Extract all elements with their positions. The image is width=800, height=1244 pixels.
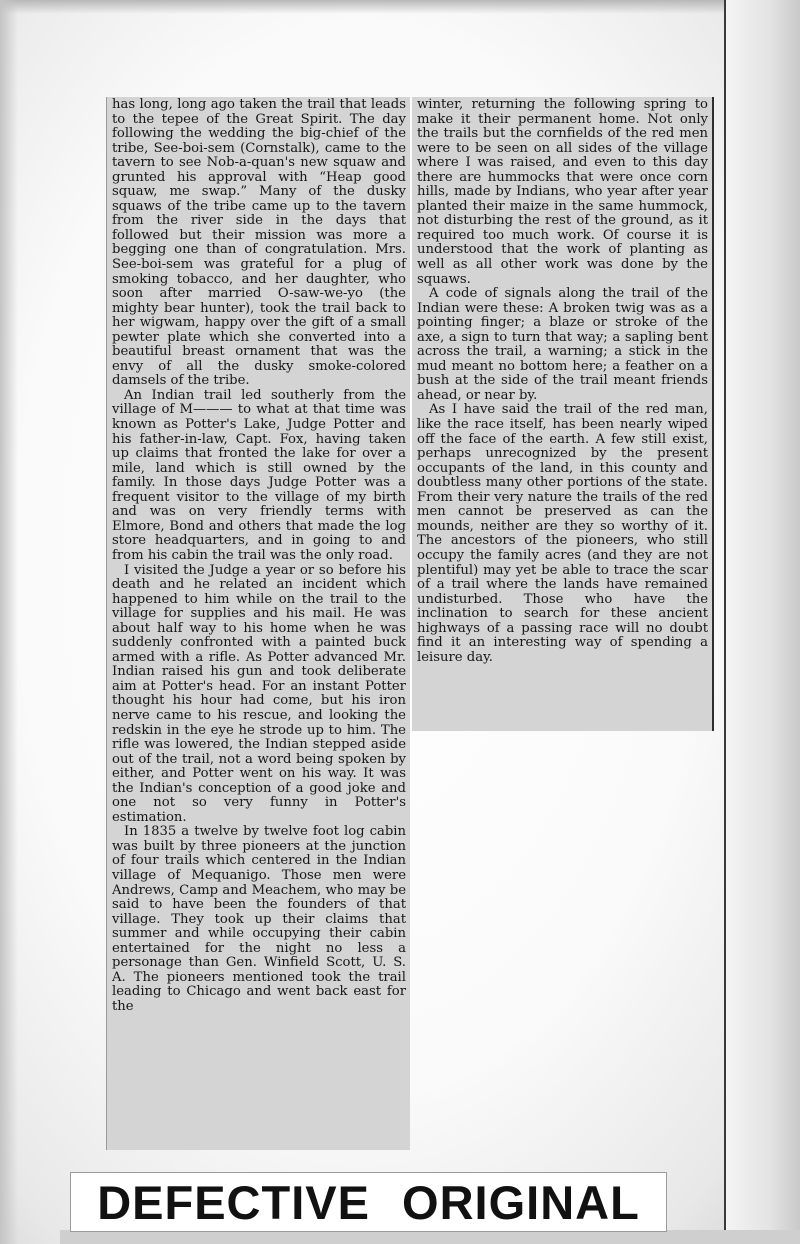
stamp-shadow (60, 1230, 800, 1244)
page-edge-rule (724, 0, 726, 1244)
stamp-label: DEFECTIVE ORIGINAL (97, 1175, 640, 1229)
defective-original-stamp (70, 1172, 667, 1232)
paragraph: A code of signals along the trail of the Indian were these: A broken twig was as a pointing finger; a blaze or stroke of the axe, a sign to turn that way; a sapling bent across the trail, a warning; a stick in the mud meant no bottom here; a feather on a bush at the side of the trail meant friends ahead, or near by. (417, 286, 708, 403)
paragraph: has long, long ago taken the trail that leads to the tepee of the Great Spirit. The day following the wedding the big-chief of the tribe, See-boi-sem (Cornstalk), came to the tavern to see Nob-a-quan's new squaw and grunted his approval with “Heap good squaw, me swap.” Many of the dusky squaws of the tribe came up to the tavern from the river side in the days that followed but their mission was more a begging one than of congratulation. Mrs. See-boi-sem was grateful for a plug of smoking tobacco, and her daughter, who soon after married O-saw-we-yo (the mighty bear hunter), took the trail back to her wigwam, happy over the gift of a small pewter plate which she converted into a beautiful breast ornament that was the envy of all the dusky smoke-colored damsels of the tribe. (112, 97, 406, 389)
paragraph: An Indian trail led southerly from the village of M——— to what at that time was known as Potter's Lake, Judge Potter and his father-in-law, Capt. Fox, having taken up claims that fronted the lake for over a mile, land which is still owned by the family. In those days Judge Potter was a frequent visitor to the village of my birth and was on very friendly terms with Elmore, Bond and others that made the log store headquarters, and in going to and from his cabin the trail was the only road. (112, 387, 406, 563)
scan-edge-shadow-left (0, 0, 18, 1244)
article-column-right (412, 97, 714, 731)
paragraph: winter, returning the following spring to make it their permanent home. Not only the trails but the cornfields of the red men were to be seen on all sides of the village where I was raised, and even to this day there are hummocks that were once corn hills, made by Indians, who year after year planted their maize in the same hummock, not disturbing the rest of the ground, as it required too much work. Of course it is understood that the work of planting as well as all other work was done by the squaws. (417, 97, 708, 287)
paragraph: I visited the Judge a year or so before his death and he related an incident which happened to him while on the trail to the village for supplies and his mail. He was about half way to his home when he was suddenly confronted with a painted buck armed with a rifle. As Potter advanced Mr. Indian raised his gun and took deliberate aim at Potter's head. For an instant Potter thought his hour had come, but his iron nerve came to his rescue, and looking the redskin in the eye he strode up to him. The rifle was lowered, the Indian stepped aside out of the trail, not a word being spoken by either, and Potter went on his way. It was the Indian's conception of a good joke and one not so very funny in Potter's estimation. (112, 562, 406, 825)
paragraph: As I have said the trail of the red man, like the race itself, has been nearly wiped off the face of the earth. A few still exist, perhaps unrecognized by the present occupants of the land, in this county and doubtless many other portions of the state. From their very nature the trails of the red men cannot be preserved as can the mounds, neither are they so worthy of it. The ancestors of the pioneers, who still occupy the family acres (and they are not plentiful) may yet be able to trace the scar of a trail where the lands have remained undisturbed. Those who have the inclination to search for these ancient highways of a passing race will no doubt find it an interesting way of spending a leisure day. (417, 402, 708, 665)
scan-right-margin (726, 0, 800, 1244)
paragraph: In 1835 a twelve by twelve foot log cabin was built by three pioneers at the junction of four trails which centered in the Indian village of Mequanigo. Those men were Andrews, Camp and Meachem, who may be said to have been the founders of that village. They took up their claims that summer and while occupying their cabin entertained for the night no less a personage than Gen. Winfield Scott, U. S. A. The pioneers mentioned took the trail leading to Chicago and went back east for the (112, 824, 406, 1014)
article-column-left (106, 97, 410, 1150)
scan-edge-shadow-top (0, 0, 800, 14)
